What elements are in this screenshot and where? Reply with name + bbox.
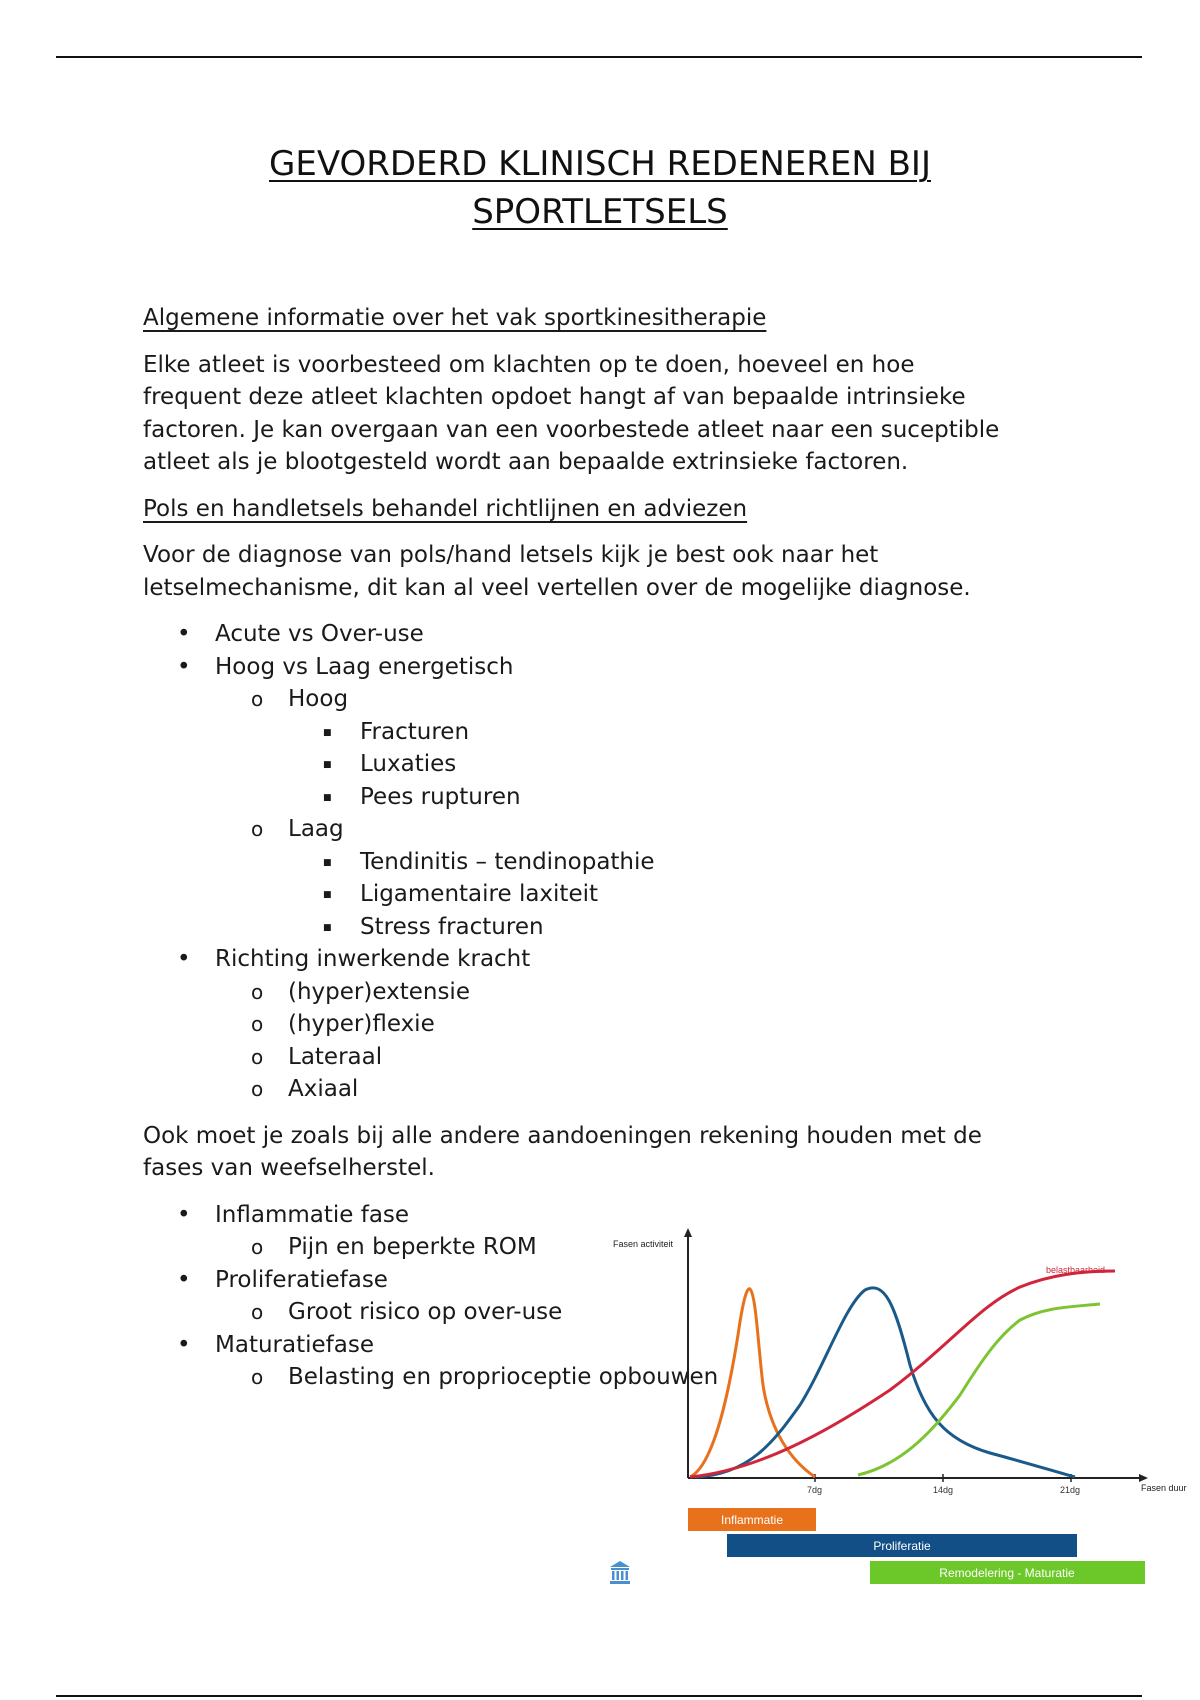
list-item: ■ Fracturen bbox=[143, 716, 1063, 749]
paragraph-phases bbox=[143, 1120, 1063, 1185]
list-item: o Laag bbox=[143, 813, 1063, 846]
list-item: ■ Stress fracturen bbox=[143, 911, 1063, 944]
x-tick-label: 21dg bbox=[1060, 1485, 1081, 1495]
y-axis-label: Fasen activiteit bbox=[613, 1239, 674, 1249]
paragraph-line: fases van weefselherstel. bbox=[143, 1155, 435, 1181]
paragraph-line: frequent deze atleet klachten opdoet hangt af van bepaalde intrinsieke bbox=[143, 384, 966, 410]
phase-bar-label: Remodelering - Maturatie bbox=[939, 1566, 1075, 1580]
list-item: ■ Luxaties bbox=[143, 748, 1063, 781]
section-heading-wrist: Pols en handletsels behandel richtlijnen en adviezen bbox=[143, 495, 748, 522]
x-axis-label: Fasen duur bbox=[1141, 1483, 1187, 1493]
list-item: o Belasting en proprioceptie opbouwen bbox=[143, 1361, 1063, 1394]
paragraph-line: Voor de diagnose van pols/hand letsels kijk je best ook naar het bbox=[143, 542, 879, 568]
phase-bar-label: Proliferatie bbox=[873, 1539, 931, 1553]
paragraph-line: letselmechanisme, dit kan al veel vertellen over de mogelijke diagnose. bbox=[143, 574, 971, 601]
bottom-rule bbox=[56, 1695, 1142, 1697]
title-line-2: SPORTLETSELS bbox=[472, 192, 728, 232]
list-item: • Acute vs Over-use bbox=[143, 618, 1063, 651]
injury-classification-list bbox=[143, 618, 1063, 1106]
list-item: o (hyper)flexie bbox=[143, 1008, 1063, 1041]
list-item: • Proliferatiefase bbox=[143, 1264, 1063, 1297]
list-item: o (hyper)extensie bbox=[143, 976, 1063, 1009]
x-tick-label: 7dg bbox=[807, 1485, 823, 1495]
section-heading-general: Algemene informatie over het vak sportkinesitherapie bbox=[143, 305, 767, 331]
list-item: o Pijn en beperkte ROM bbox=[143, 1231, 1063, 1264]
list-item: • Inflammatie fase bbox=[143, 1199, 1063, 1232]
list-item: ■ Tendinitis – tendinopathie bbox=[143, 846, 1063, 879]
x-axis-arrow bbox=[1139, 1474, 1148, 1482]
x-tick-label: 14dg bbox=[933, 1485, 954, 1495]
curve-label-belastbaarheid: belastbaarheid bbox=[1046, 1265, 1106, 1275]
list-item: o Hoog bbox=[143, 683, 1063, 716]
institution-icon bbox=[610, 1561, 630, 1584]
paragraph-line: factoren. Je kan overgaan van een voorbestede atleet naar een suceptible bbox=[143, 416, 1000, 443]
list-item: • Richting inwerkende kracht bbox=[143, 943, 1063, 976]
page-title bbox=[0, 140, 1200, 236]
tissue-healing-chart bbox=[600, 1225, 1200, 1585]
series-line-proliferatie bbox=[695, 1288, 1075, 1477]
series-line-inflammatie bbox=[690, 1289, 815, 1477]
phase-bar-label: Inflammatie bbox=[720, 1513, 784, 1527]
paragraph-line: Ook moet je zoals bij alle andere aandoeningen rekening houden met de bbox=[143, 1122, 982, 1149]
list-item: o Lateraal bbox=[143, 1041, 1063, 1074]
list-item: • Hoog vs Laag energetisch bbox=[143, 651, 1063, 684]
paragraph-line: atleet als je blootgesteld wordt aan bepaalde extrinsieke factoren. bbox=[143, 449, 909, 475]
paragraph-diagnosis bbox=[143, 539, 1063, 604]
paragraph-athlete bbox=[143, 349, 1063, 479]
list-item: ■ Ligamentaire laxiteit bbox=[143, 878, 1063, 911]
list-item: ■ Pees rupturen bbox=[143, 781, 1063, 814]
list-item: • Maturatiefase bbox=[143, 1329, 1063, 1362]
y-axis-arrow bbox=[684, 1228, 692, 1237]
title-line-1: GEVORDERD KLINISCH REDENEREN BIJ bbox=[269, 144, 931, 184]
paragraph-line: Elke atleet is voorbesteed om klachten op te doen, hoeveel en hoe bbox=[143, 351, 915, 378]
top-rule bbox=[56, 56, 1142, 58]
list-item: o Groot risico op over-use bbox=[143, 1296, 1063, 1329]
list-item: o Axiaal bbox=[143, 1073, 1063, 1106]
